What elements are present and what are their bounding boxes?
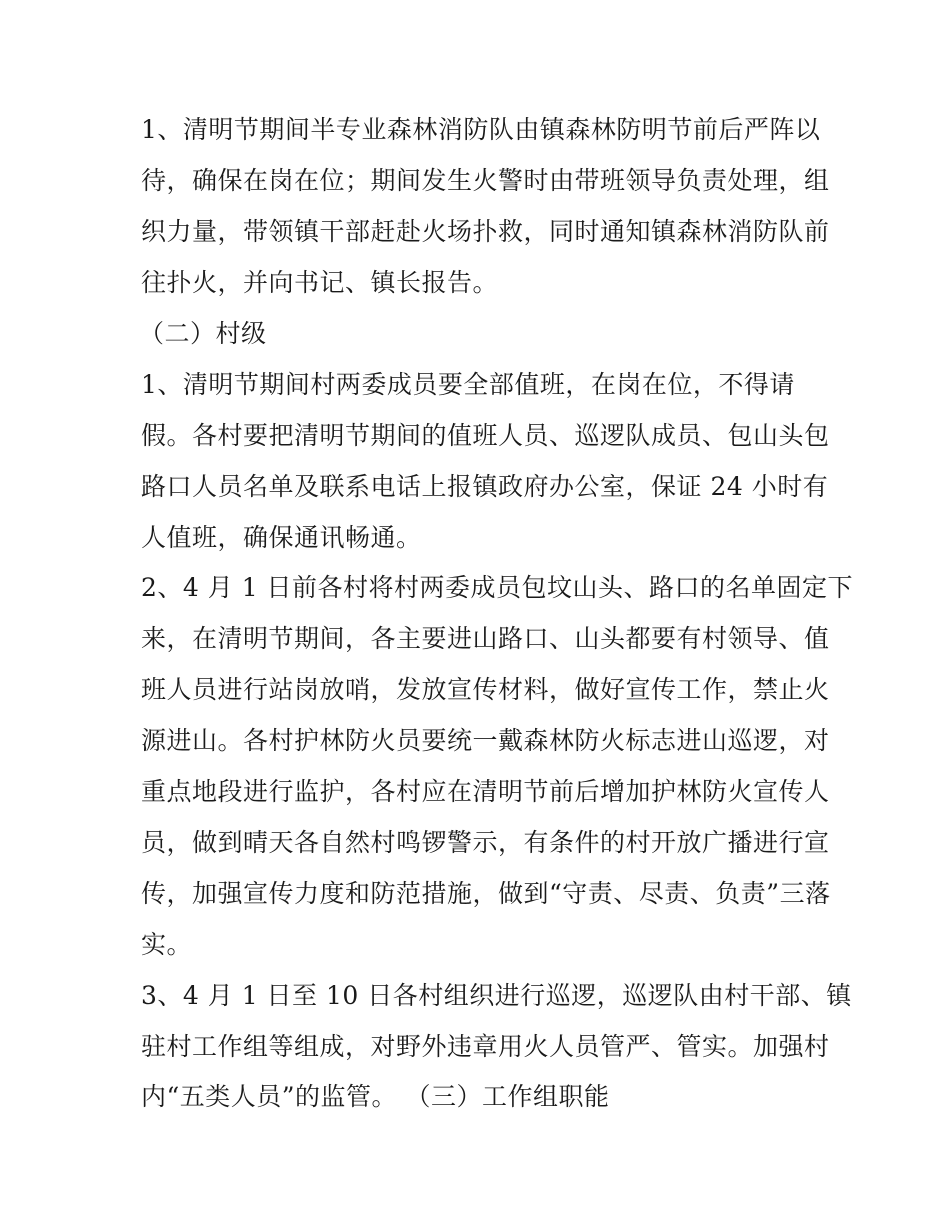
text-line: 重点地段进行监护，各村应在清明节前后增加护林防火宣传人 [141,777,830,806]
text-line: 来，在清明节期间，各主要进山路口、山头都要有村领导、值 [141,624,830,653]
text-line: 路口人员名单及联系电话上报镇政府办公室，保证 24 小时有 [141,472,829,501]
text-line: 往扑火，并向书记、镇长报告。 [141,268,499,297]
text-line: 实。 [141,930,193,959]
text-line: 3、4 月 1 日至 10 日各村组织进行巡逻，巡逻队由村干部、镇 [141,981,852,1010]
text-line: 织力量，带领镇干部赶赴火场扑救，同时通知镇森林消防队前 [141,217,830,246]
text-line: 源进山。各村护林防火员要统一戴森林防火标志进山巡逻，对 [141,726,830,755]
text-line: 员，做到晴天各自然村鸣锣警示，有条件的村开放广播进行宣 [141,828,830,857]
text-line: 2、4 月 1 日前各村将村两委成员包坟山头、路口的名单固定下 [141,573,854,602]
text-line: 驻村工作组等组成，对野外违章用火人员管严、管实。加强村 [141,1032,830,1061]
text-line: 内“五类人员”的监管。 （三）工作组职能 [141,1082,610,1111]
text-line: 1、清明节期间村两委成员要全部值班，在岗在位，不得请 [141,370,795,399]
text-line: 班人员进行站岗放哨，发放宣传材料，做好宣传工作，禁止火 [141,675,830,704]
text-line: 传，加强宣传力度和防范措施，做到“守责、尽责、负责”三落 [141,879,831,908]
section-heading: （二）村级 [139,319,267,348]
text-line: 人值班，确保通讯畅通。 [141,523,422,552]
text-line: 1、清明节期间半专业森林消防队由镇森林防明节前后严阵以 [141,115,821,144]
text-line: 假。各村要把清明节期间的值班人员、巡逻队成员、包山头包 [141,421,830,450]
text-line: 待，确保在岗在位；期间发生火警时由带班领导负责处理，组 [141,166,830,195]
